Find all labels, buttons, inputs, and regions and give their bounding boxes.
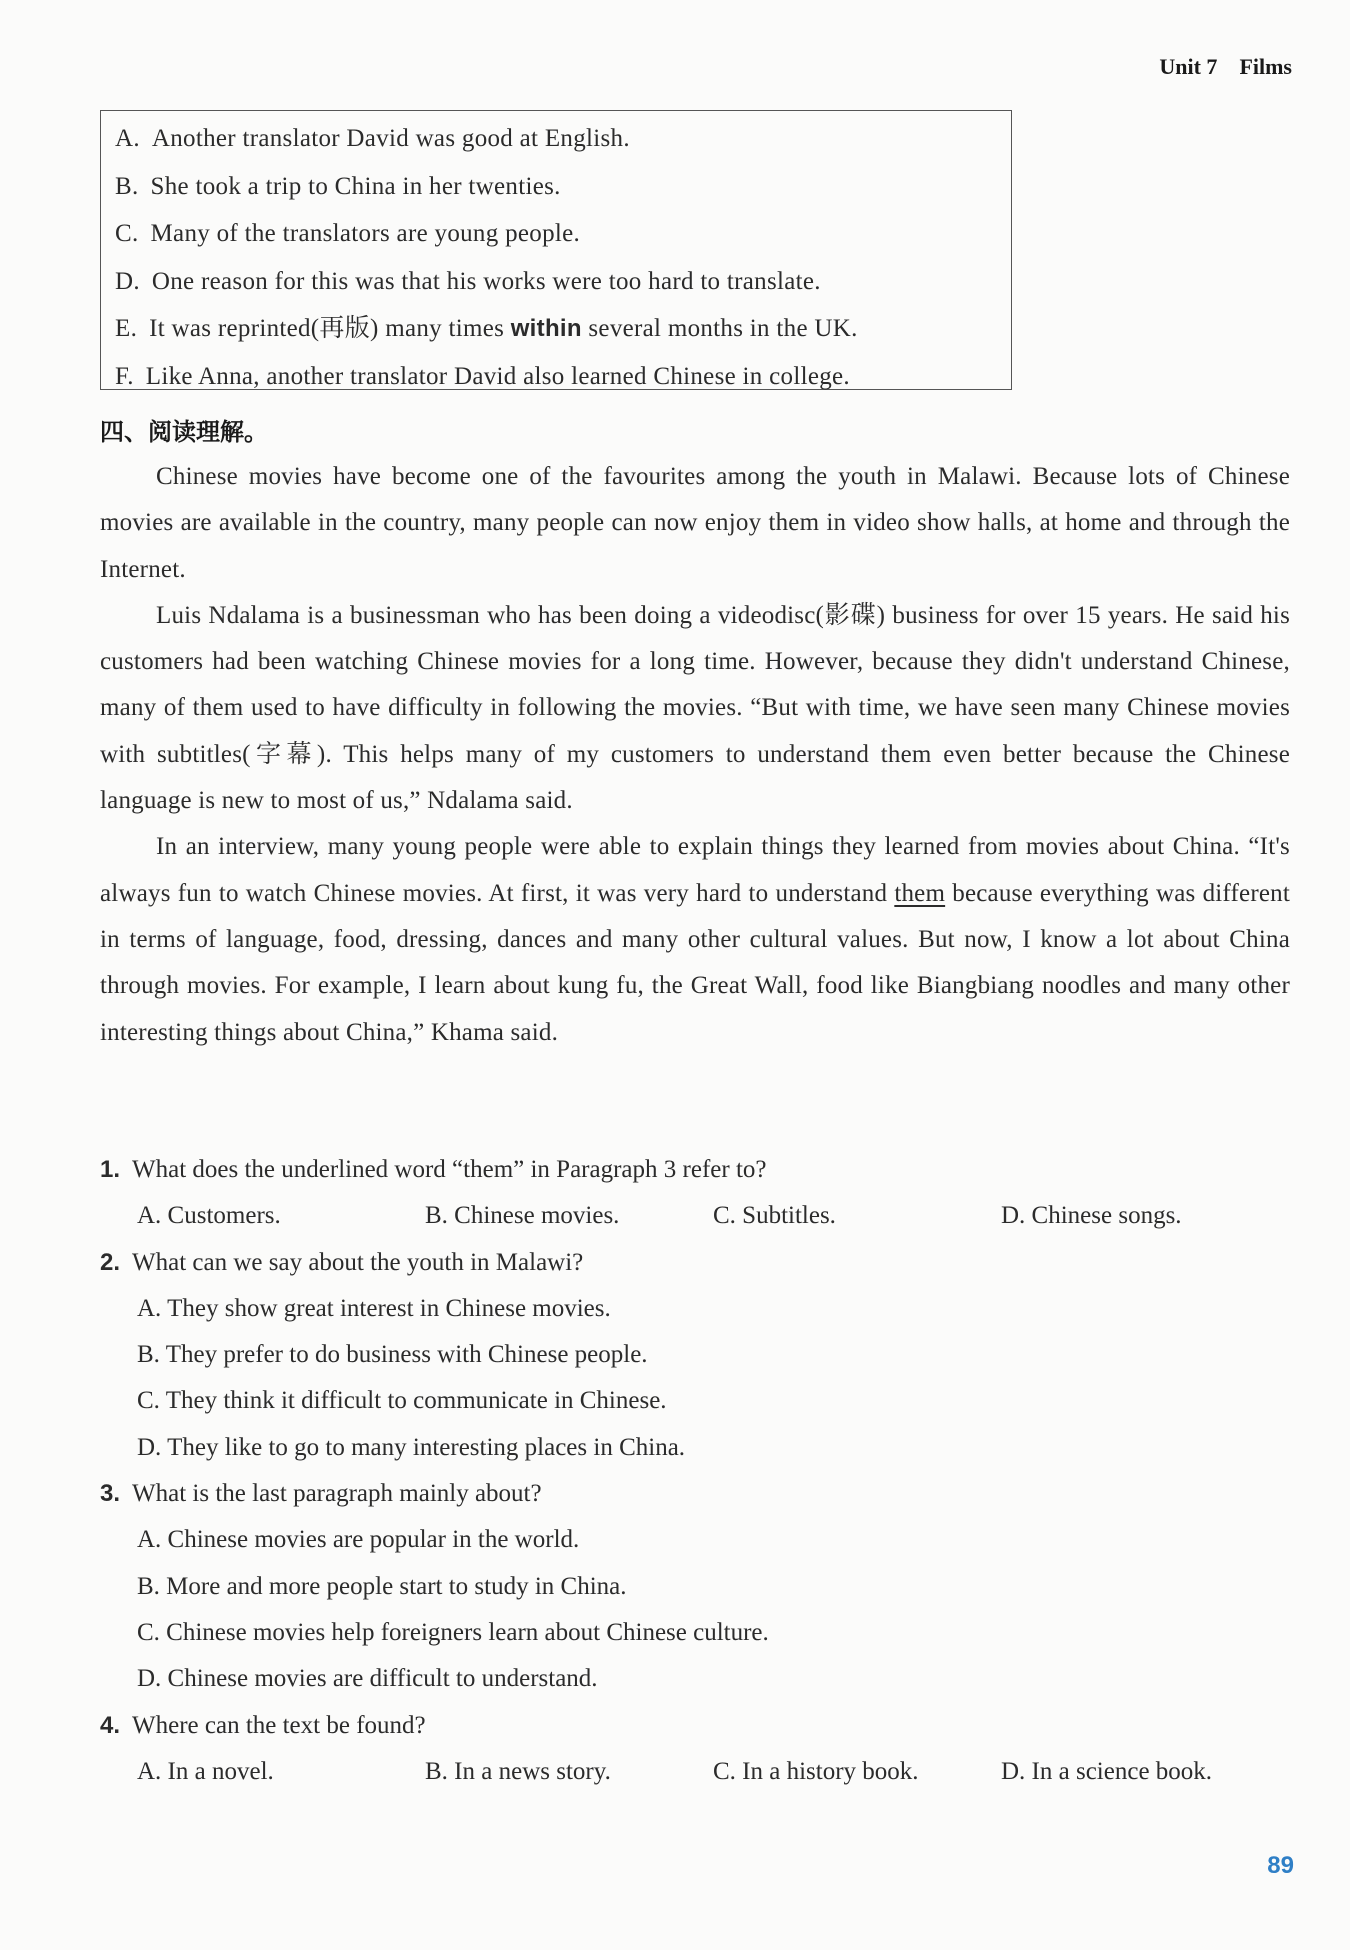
option-f: F. Like Anna, another translator David also learned Chinese in college. [115, 362, 850, 390]
option-d: D. One reason for this was that his works were too hard to translate. [115, 267, 821, 295]
question-2: 2. What can we say about the youth in Malawi? [100, 1248, 584, 1276]
choice: D. Chinese songs. [1001, 1202, 1182, 1230]
choice: B. In a news story. [425, 1757, 611, 1785]
underlined-word: them [894, 879, 946, 907]
choice: B. They prefer to do business with Chinese people. [137, 1341, 648, 1369]
option-b: B. She took a trip to China in her twenties. [115, 172, 561, 200]
paragraph-2: Luis Ndalama is a businessman who has been doing a videodisc(影碟) business for over 15 years. He said his customers had been watching Chinese movies for a long time. However, because they didn't understand Chinese, many of them used to have difficulty in following the movies. “But with time, we have seen many Chinese movies with subtitles(字幕). This helps many of my customers to understand them even better because the Chinese language is new to most of us,” Ndalama said. [100, 601, 1290, 815]
choice: C. Subtitles. [713, 1202, 836, 1230]
question-3: 3. What is the last paragraph mainly about? [100, 1480, 542, 1508]
paragraph-3: In an interview, many young people were able to explain things they learned from movies about China. “It's always fun to watch Chinese movies. At first, it was very hard to understand them because everything was different in terms of language, food, dressing, dances and many other cultural values. But now, I know a lot about China through movies. For example, I learn about kung fu, the Great Wall, food like Biangbiang noodles and many other interesting things about China,” Khama said. [100, 833, 1290, 1046]
choice: D. In a science book. [1001, 1757, 1213, 1785]
question-1-choices [137, 1193, 1290, 1239]
question-4-choices [137, 1749, 1290, 1795]
choice: A. Chinese movies are popular in the world. [137, 1526, 580, 1554]
page-number: 89 [1267, 1852, 1294, 1879]
choice: D. They like to go to many interesting places in China. [137, 1433, 686, 1461]
options-box [100, 110, 1012, 390]
choice: A. They show great interest in Chinese movies. [137, 1294, 611, 1322]
question-1: 1. What does the underlined word “them” in Paragraph 3 refer to? [100, 1156, 767, 1183]
running-header [1159, 54, 1292, 80]
option-c: C. Many of the translators are young people. [115, 220, 581, 248]
choice: A. In a novel. [137, 1757, 274, 1785]
bold-word: within [510, 315, 582, 343]
choice: B. More and more people start to study in China. [137, 1572, 627, 1600]
question-4: 4. Where can the text be found? [100, 1711, 426, 1739]
choice: C. They think it difficult to communicate in Chinese. [137, 1387, 667, 1415]
choice: C. In a history book. [713, 1757, 919, 1785]
choice: B. Chinese movies. [425, 1202, 620, 1230]
choice: D. Chinese movies are difficult to understand. [137, 1665, 598, 1693]
questions [100, 1147, 1290, 1795]
reading-passage [100, 454, 1290, 1056]
unit-label: Unit 7 [1159, 54, 1218, 79]
choice: A. Customers. [137, 1202, 281, 1230]
section-title: 四、阅读理解。 [100, 418, 268, 446]
choice: C. Chinese movies help foreigners learn about Chinese culture. [137, 1618, 769, 1646]
unit-title: Films [1239, 54, 1292, 79]
option-a: A. Another translator David was good at English. [115, 125, 630, 152]
option-e: E. It was reprinted(再版) many times within several months in the UK. [115, 315, 858, 343]
paragraph-1: Chinese movies have become one of the favourites among the youth in Malawi. Because lots of Chinese movies are available in the country, many people can now enjoy them in video show halls, at home and through the Internet. [100, 463, 1290, 583]
